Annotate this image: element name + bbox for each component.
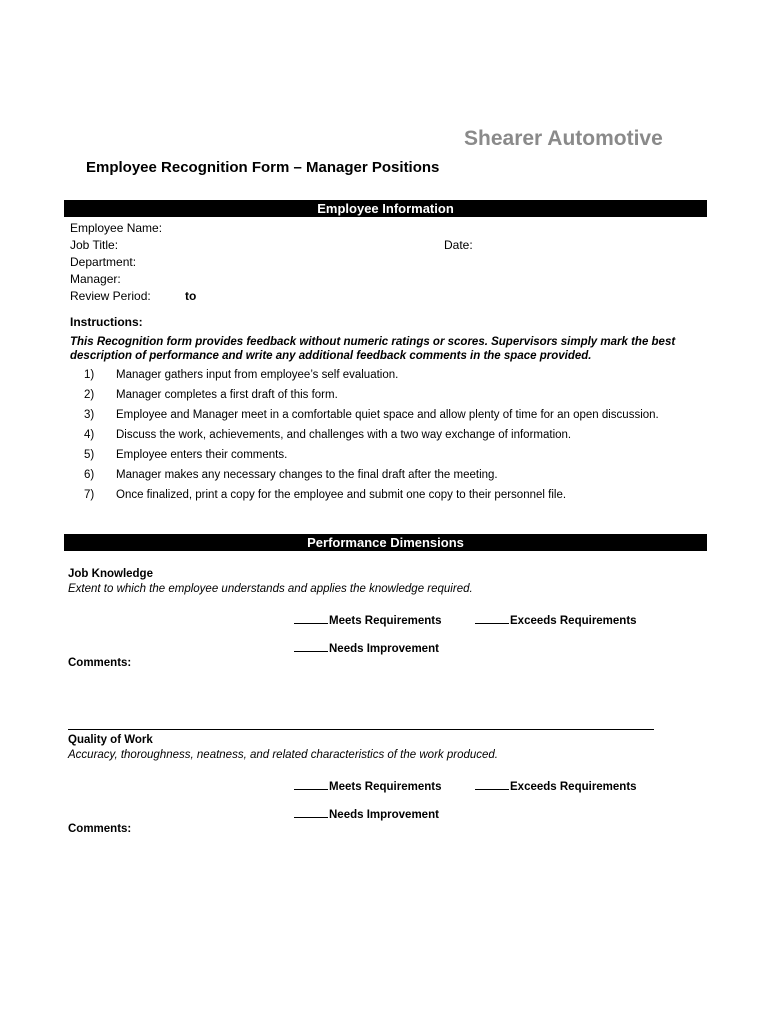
- instruction-step: [80, 489, 566, 501]
- instructions-text: This Recognition form provides feedback without numeric ratings or scores. Supervisors simply mark the best description of performance and write any additional feedback comments in the space provided.: [70, 336, 676, 362]
- review-period-label: Review Period:: [70, 289, 151, 303]
- step-text: Manager gathers input from employee’s self evaluation.: [116, 369, 399, 381]
- step-number: 5): [84, 449, 95, 461]
- rating-blank[interactable]: [475, 779, 509, 790]
- dimension-title: Job Knowledge: [68, 568, 153, 580]
- employee-info-header: Employee Information: [64, 200, 707, 217]
- dimension-title: Quality of Work: [68, 734, 153, 746]
- step-number: 1): [84, 369, 95, 381]
- needs-improvement-option[interactable]: [294, 641, 439, 655]
- meets-requirements-label: Meets Requirements: [329, 781, 442, 793]
- form-title: Employee Recognition Form – Manager Positions: [86, 159, 440, 176]
- job-title-label: Job Title:: [70, 238, 119, 252]
- meets-requirements-option[interactable]: [294, 613, 441, 627]
- instruction-step: [80, 449, 287, 461]
- step-text: Discuss the work, achievements, and challenges with a two way exchange of information.: [116, 429, 572, 441]
- comments-label: Comments:: [68, 823, 132, 835]
- dimension-description: Extent to which the employee understands and applies the knowledge required.: [68, 583, 473, 595]
- rating-blank[interactable]: [294, 779, 328, 790]
- step-number: 6): [84, 469, 95, 481]
- rating-blank[interactable]: [294, 807, 328, 818]
- comments-label: Comments:: [68, 657, 132, 669]
- step-number: 3): [84, 409, 95, 421]
- department-label: Department:: [70, 255, 137, 269]
- rating-blank[interactable]: [294, 613, 328, 624]
- exceeds-requirements-label: Exceeds Requirements: [510, 615, 637, 627]
- rating-blank[interactable]: [475, 613, 509, 624]
- date-label: Date:: [444, 238, 473, 252]
- step-text: Manager makes any necessary changes to the final draft after the meeting.: [116, 469, 498, 481]
- review-period-to-label: to: [185, 289, 197, 303]
- step-number: 7): [84, 489, 95, 501]
- step-text: Manager completes a first draft of this form.: [116, 389, 338, 401]
- needs-improvement-label: Needs Improvement: [329, 643, 439, 655]
- instructions-heading: Instructions:: [70, 315, 143, 329]
- exceeds-requirements-option[interactable]: [475, 779, 637, 793]
- needs-improvement-option[interactable]: [294, 807, 439, 821]
- step-number: 2): [84, 389, 95, 401]
- step-text: Employee and Manager meet in a comfortable quiet space and allow plenty of time for an open discussion.: [116, 409, 659, 421]
- instruction-step: [80, 409, 659, 421]
- rating-blank[interactable]: [294, 641, 328, 652]
- needs-improvement-label: Needs Improvement: [329, 809, 439, 821]
- employee-name-label: Employee Name:: [70, 221, 163, 235]
- meets-requirements-option[interactable]: [294, 779, 441, 793]
- dimension-description: Accuracy, thoroughness, neatness, and related characteristics of the work produced.: [68, 749, 498, 761]
- manager-label: Manager:: [70, 272, 121, 286]
- instruction-step: [80, 389, 338, 401]
- step-text: Employee enters their comments.: [116, 449, 288, 461]
- step-text: Once finalized, print a copy for the employee and submit one copy to their personnel file.: [116, 489, 567, 501]
- performance-dimensions-header: Performance Dimensions: [64, 534, 707, 551]
- instruction-step: [80, 429, 571, 441]
- meets-requirements-label: Meets Requirements: [329, 615, 442, 627]
- instruction-step: [80, 469, 498, 481]
- exceeds-requirements-option[interactable]: [475, 613, 637, 627]
- section-divider: [68, 729, 654, 730]
- exceeds-requirements-label: Exceeds Requirements: [510, 781, 637, 793]
- instruction-step: [80, 369, 398, 381]
- step-number: 4): [84, 429, 95, 441]
- company-name: Shearer Automotive: [464, 127, 663, 150]
